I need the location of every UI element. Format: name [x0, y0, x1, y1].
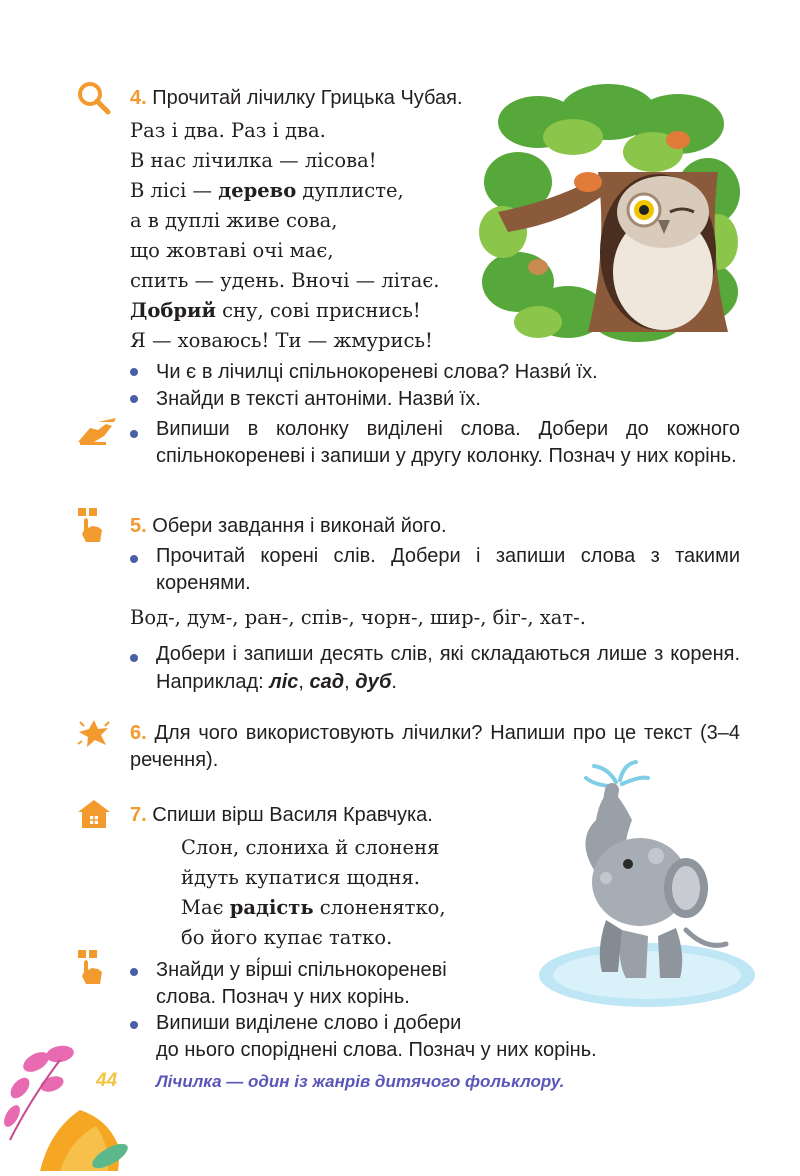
- writing-hand-icon: [76, 418, 118, 446]
- magnifier-icon: [76, 80, 112, 116]
- poem-text: дуплисте,: [296, 179, 404, 202]
- star-burst-icon: [76, 718, 112, 750]
- task-7-number: 7.: [130, 804, 147, 826]
- highlighted-word: Добрий: [130, 299, 216, 322]
- poem-text: Раз і два. Раз і два.: [130, 119, 326, 142]
- choice-hand-icon-2: [76, 950, 106, 986]
- poem-line: [130, 146, 510, 176]
- bullet-dot: [130, 395, 138, 403]
- bullet-dot: [130, 368, 138, 376]
- poem-text: В лісі —: [130, 179, 219, 202]
- poem-line: [130, 266, 510, 296]
- poem-text: бо його купає татко.: [181, 926, 393, 949]
- task-7-header: [130, 802, 433, 828]
- task-5-bullet-1: Прочитай корені слів. Добери і запиши слова з такими коренями.: [156, 545, 740, 594]
- poem-line: [181, 833, 521, 863]
- poem-text: йдуть купатися щодня.: [181, 866, 420, 889]
- task-5-header: [130, 513, 447, 539]
- highlighted-word: радість: [229, 896, 314, 919]
- poem-line: [130, 206, 510, 236]
- elephant-illustration: [536, 760, 758, 1010]
- highlighted-word: дерево: [218, 179, 297, 202]
- task-7-bullet-1-line-2: слова. Познач у них корінь.: [156, 986, 410, 1008]
- bullet-dot: [130, 430, 138, 438]
- poem-line: [130, 236, 510, 266]
- task-5-bullet-2: [156, 640, 740, 696]
- task-4-number: 4.: [130, 87, 147, 109]
- poem-text: спить — удень. Вночі — літає.: [130, 269, 440, 292]
- task-4-bullet-1: Чи є в лічилці спільнокореневі слова? Назви́ їх.: [156, 361, 598, 383]
- poem-text: В нас лічилка — лісова!: [130, 149, 377, 172]
- example-word-2: сад: [309, 671, 345, 693]
- task-5-bullet-2-text: Добери і запиши десять слів, які складаються лише з кореня. Наприклад:: [156, 643, 740, 693]
- home-icon: [76, 798, 112, 830]
- task-6-number: 6.: [130, 722, 147, 744]
- poem-text: що жовтаві очі має,: [130, 239, 334, 262]
- poem-line: [130, 116, 510, 146]
- task-5-roots: Вод-, дум-, ран-, спів-, чорн-, шир-, біг-, хат-.: [130, 606, 586, 629]
- task-6-body: Для чого використовують лічилки? Напиши про це текст (3–4 речення).: [130, 722, 740, 771]
- bullet-dot: [130, 654, 138, 662]
- task-5-number: 5.: [130, 515, 147, 537]
- task-4-poem: [130, 116, 510, 356]
- task-4-title: Прочитай лічилку Грицька Чубая.: [152, 87, 463, 109]
- poem-text: сну, сові приснись!: [215, 299, 421, 322]
- task-7-bullet-2-line-2: до нього споріднені слова. Познач у них корінь.: [156, 1039, 597, 1061]
- poem-line: [130, 176, 510, 206]
- task-7-bullet-2-line-1: Випиши виділене слово і добери: [156, 1012, 462, 1034]
- separator: ,: [344, 671, 356, 693]
- owl-tree-illustration: [478, 82, 740, 344]
- page-number: 44: [96, 1070, 118, 1091]
- poem-line: [130, 296, 510, 326]
- task-4-write-bullet: Випиши в колонку виділені слова. Добери до кожного спільнокореневі і запиши у другу колонку. Познач у них корінь.: [156, 418, 740, 467]
- task-4-header: [130, 85, 463, 111]
- task-7-poem: [181, 833, 521, 953]
- bullet-dot: [130, 968, 138, 976]
- task-4-bullet-2: Знайди в тексті антоніми. Назви́ їх.: [156, 388, 481, 410]
- poem-text: Має: [181, 896, 230, 919]
- period: .: [391, 671, 397, 693]
- footer-caption: Лічилка — один із жанрів дитячого фольклору.: [156, 1072, 565, 1091]
- separator: ,: [298, 671, 310, 693]
- poem-line: [181, 893, 521, 923]
- poem-text: а в дуплі живе сова,: [130, 209, 338, 232]
- poem-text: слоненятко,: [313, 896, 446, 919]
- task-5-title: Обери завдання і виконай його.: [152, 515, 447, 537]
- bullet-dot: [130, 555, 138, 563]
- example-word-3: дуб: [355, 671, 392, 693]
- task-7-bullet-1-line-1: Знайди у ві́рші спільнокореневі: [156, 959, 447, 981]
- leaves-decoration: [0, 1040, 140, 1171]
- example-word-1: ліс: [269, 671, 299, 693]
- poem-text: Слон, слониха й слоненя: [181, 836, 440, 859]
- poem-line: [130, 326, 510, 356]
- poem-line: [181, 923, 521, 953]
- task-7-title: Спиши вірш Василя Кравчука.: [152, 804, 433, 826]
- choice-hand-icon: [76, 508, 106, 544]
- bullet-dot: [130, 1021, 138, 1029]
- poem-line: [181, 863, 521, 893]
- poem-text: Я — ховаюсь! Ти — жмурись!: [130, 329, 433, 352]
